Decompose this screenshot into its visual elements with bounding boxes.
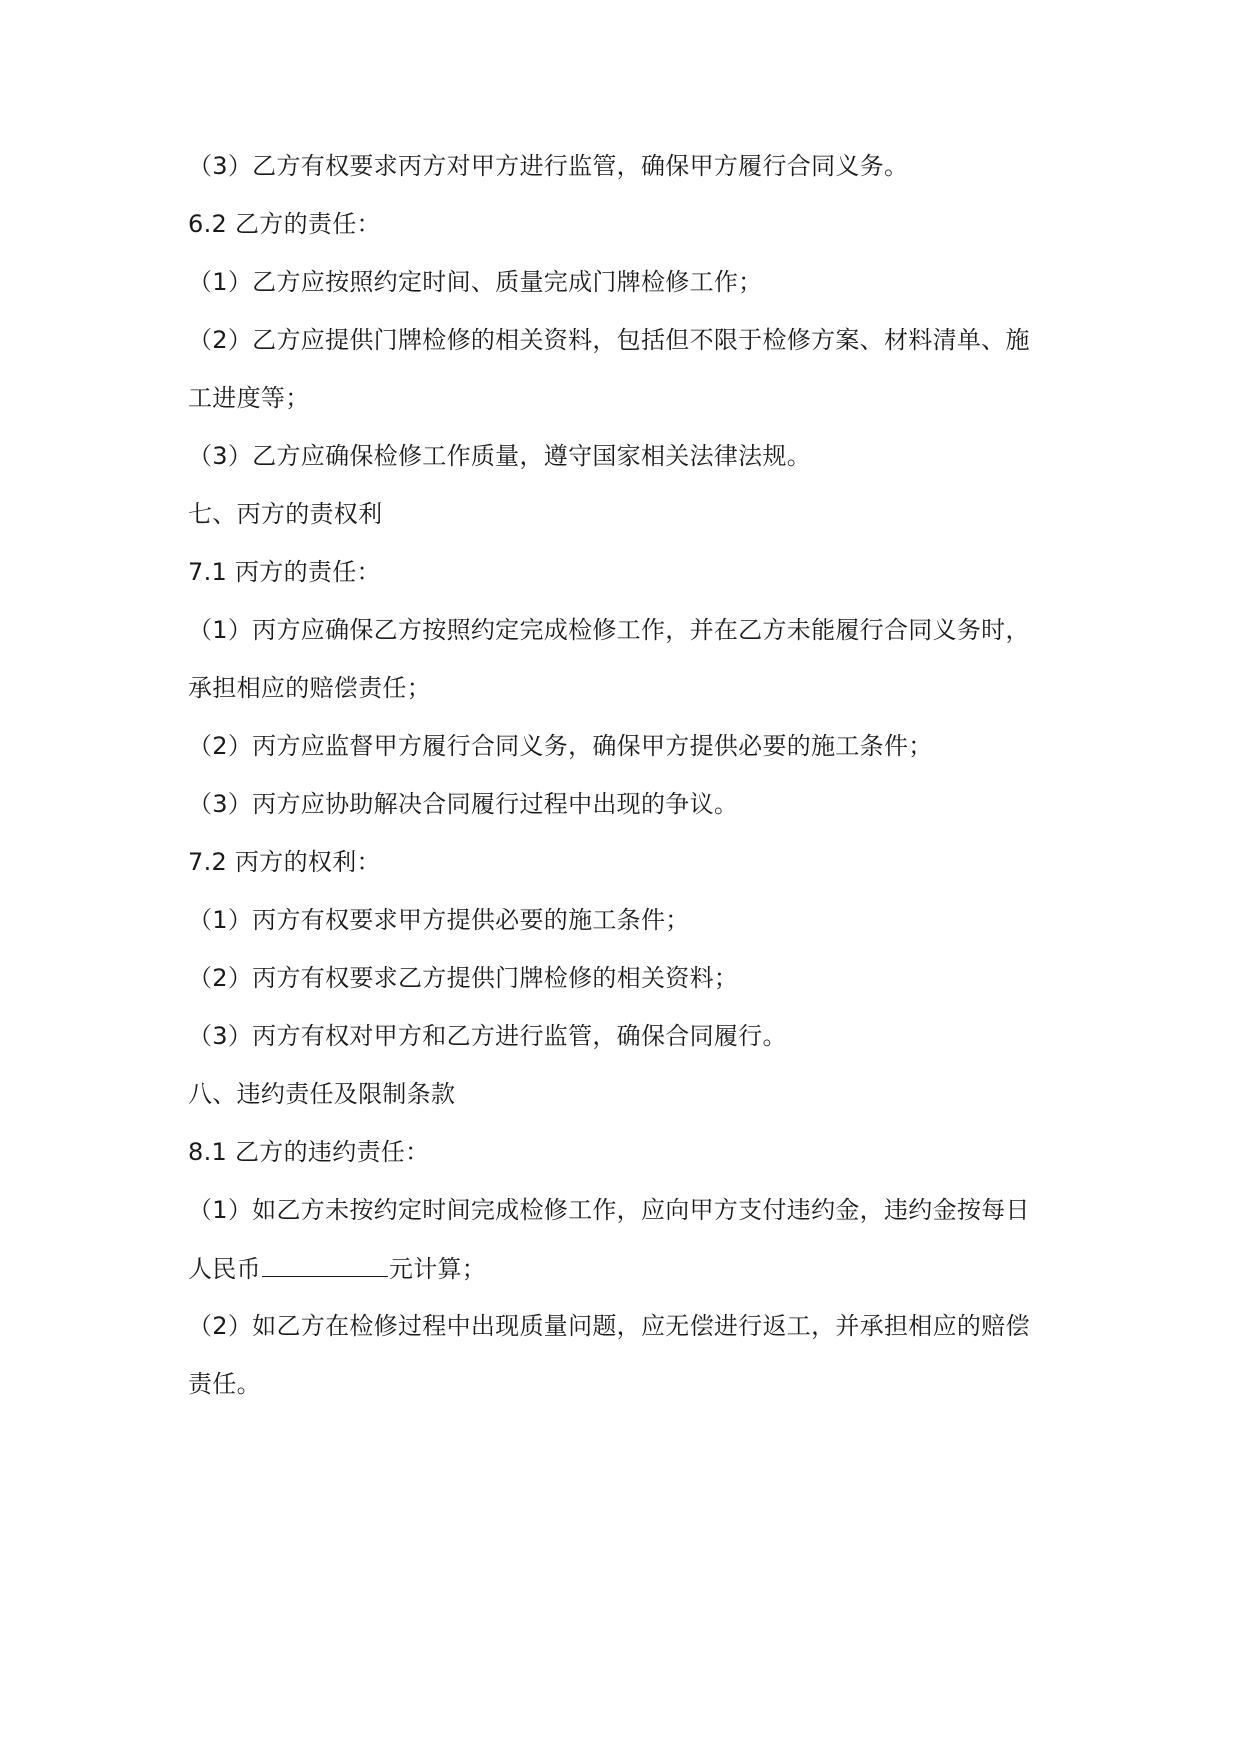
clause-line: （2）丙方有权要求乙方提供门牌检修的相关资料； [188, 964, 739, 992]
section-heading: 7.1 丙方的责任： [188, 558, 381, 586]
clause-line: （1）丙方应确保乙方按照约定完成检修工作，并在乙方未能履行合同义务时， [188, 616, 1030, 644]
clause-line-continued: 工进度等； [188, 384, 310, 412]
section-heading: 8.1 乙方的违约责任： [188, 1138, 430, 1166]
clause-line: （1）如乙方未按约定时间完成检修工作，应向甲方支付违约金，违约金按每日 [188, 1196, 1030, 1224]
chapter-heading: 七、丙方的责权利 [188, 500, 383, 528]
section-heading: 6.2 乙方的责任： [188, 210, 381, 238]
clause-line: （3）丙方有权对甲方和乙方进行监管，确保合同履行。 [188, 1022, 787, 1050]
clause-line: （2）如乙方在检修过程中出现质量问题，应无偿进行返工，并承担相应的赔偿 [188, 1312, 1030, 1340]
fill-suffix: 元计算； [388, 1255, 487, 1283]
clause-line: （3）乙方有权要求丙方对甲方进行监管，确保甲方履行合同义务。 [188, 152, 909, 180]
fill-in-line [188, 1252, 1068, 1285]
clause-line-continued: 承担相应的赔偿责任； [188, 674, 431, 702]
clause-line-continued: 责任。 [188, 1370, 261, 1398]
clause-line: （2）丙方应监督甲方履行合同义务，确保甲方提供必要的施工条件； [188, 732, 933, 760]
clause-line: （3）丙方应协助解决合同履行过程中出现的争议。 [188, 790, 739, 818]
clause-line: （1）乙方应按照约定时间、质量完成门牌检修工作； [188, 268, 763, 296]
section-heading: 7.2 丙方的权利： [188, 848, 381, 876]
clause-line: （3）乙方应确保检修工作质量，遵守国家相关法律法规。 [188, 442, 812, 470]
fill-prefix: 人民币 [188, 1255, 261, 1283]
clause-line: （1）丙方有权要求甲方提供必要的施工条件； [188, 906, 690, 934]
blank-field[interactable] [262, 1252, 388, 1277]
clause-line: （2）乙方应提供门牌检修的相关资料，包括但不限于检修方案、材料清单、施 [188, 326, 1030, 354]
chapter-heading: 八、违约责任及限制条款 [188, 1080, 456, 1108]
